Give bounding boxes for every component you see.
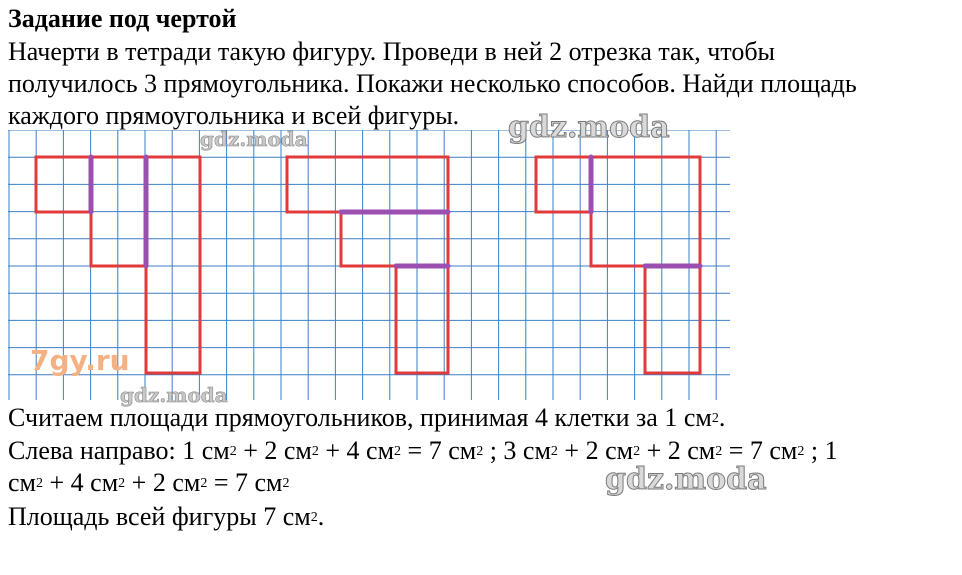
- solution-line-2: Слева направо: 1 $см^2 + 2$ $см^2 + 4$ $см^2 = 7$ $см^2$ ; 3 $см^2 + 2$ $см^2 + 2$ $см^2 = 7$ $см^2$ ; 1: [8, 436, 838, 465]
- solution-line-4: Площадь всей фигуры 7 $см^2$.: [8, 502, 325, 531]
- watermark-7gy: 7gy.ru: [30, 344, 130, 377]
- task-text-line-2: получилось 3 прямоугольника. Покажи несколько способов. Найди площадь: [8, 69, 857, 98]
- watermark-gdz-moda-2: gdz.moda: [508, 110, 670, 145]
- watermark-gdz-moda-3: gdz.moda: [120, 383, 228, 407]
- task-text-line-3: каждого прямоугольника и всей фигуры.: [8, 101, 460, 130]
- watermark-gdz-moda-1: gdz.moda: [200, 127, 308, 151]
- solution-line-1: Считаем площади прямоугольников, принимая 4 клетки за 1 $см^2$.: [8, 403, 726, 432]
- watermark-gdz-moda-4: gdz.moda: [605, 462, 767, 497]
- page-title: Задание под чертой: [8, 4, 237, 33]
- task-text-line-1: Начерти в тетради такую фигуру. Проведи в ней 2 отрезка так, чтобы: [8, 37, 776, 66]
- solution-line-3: $см^2 + 4$ $см^2 + 2$ $см^2 = 7$ $см^2$: [8, 468, 290, 497]
